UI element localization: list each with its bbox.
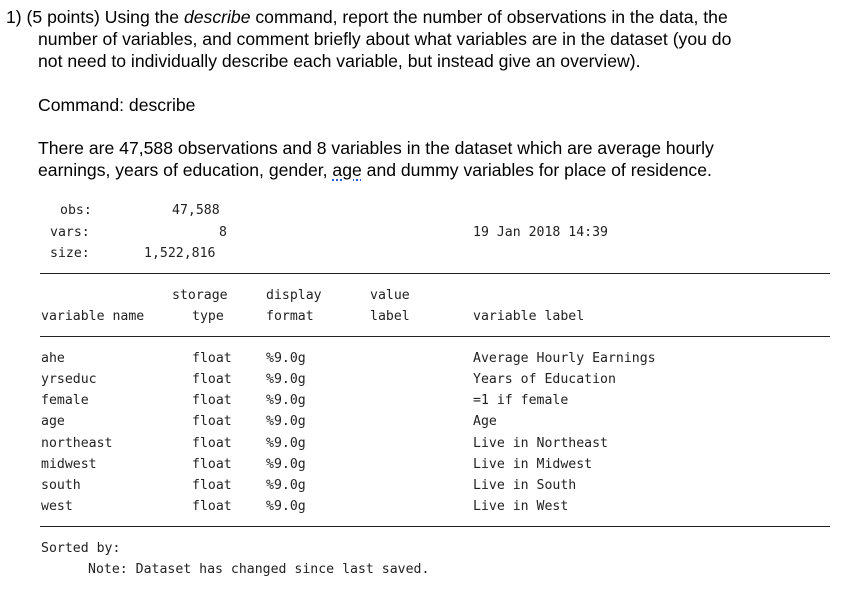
var-type: float (192, 351, 232, 366)
answer-suffix: and dummy variables for place of residence. (361, 160, 712, 180)
var-label: =1 if female (473, 393, 569, 408)
dataset-note: Note: Dataset has changed since last saved. (88, 562, 430, 577)
command-line: Command: describe (38, 95, 196, 115)
header-value: value (370, 288, 410, 303)
var-label: Age (473, 414, 497, 429)
timestamp: 19 Jan 2018 14:39 (473, 225, 608, 240)
var-type: float (192, 499, 232, 514)
var-label: Live in South (473, 478, 577, 493)
vars-value: 8 (219, 225, 227, 240)
var-name: south (41, 478, 81, 493)
spellcheck-marked-word: age (332, 160, 362, 180)
var-type: float (192, 372, 232, 387)
var-label: Years of Education (473, 372, 616, 387)
question-line-2: number of variables, and comment briefly about what variables are in the dataset (you do (38, 29, 732, 49)
var-name: northeast (41, 436, 113, 451)
answer-line-2 (38, 159, 712, 181)
obs-value: 47,588 (172, 203, 220, 218)
var-format: %9.0g (266, 414, 306, 429)
header-storage: storage (172, 288, 228, 303)
var-format: %9.0g (266, 436, 306, 451)
var-name: female (41, 393, 89, 408)
var-format: %9.0g (266, 457, 306, 472)
var-type: float (192, 393, 232, 408)
header-variable-label: variable label (473, 309, 585, 324)
question-line-3: not need to individually describe each variable, but instead give an overview). (38, 51, 641, 71)
var-format: %9.0g (266, 393, 306, 408)
var-format: %9.0g (266, 478, 306, 493)
header-type: type (192, 309, 224, 324)
divider-top (40, 273, 830, 274)
var-name: age (41, 414, 65, 429)
header-display: display (266, 288, 322, 303)
var-name: west (41, 499, 73, 514)
obs-label: obs: (60, 203, 92, 218)
header-label: label (370, 309, 410, 324)
header-format: format (266, 309, 314, 324)
var-type: float (192, 457, 232, 472)
question-line-1 (6, 6, 728, 28)
var-name: yrseduc (41, 372, 97, 387)
var-label: Average Hourly Earnings (473, 351, 656, 366)
answer-prefix: earnings, years of education, gender, (38, 160, 333, 180)
var-name: ahe (41, 351, 65, 366)
question-prefix: 1) (5 points) Using the (6, 7, 184, 27)
size-label: size: (50, 246, 90, 261)
var-format: %9.0g (266, 499, 306, 514)
var-type: float (192, 436, 232, 451)
sorted-by: Sorted by: (41, 541, 121, 556)
answer-line-1: There are 47,588 observations and 8 variables in the dataset which are average hourly (38, 138, 714, 158)
var-format: %9.0g (266, 351, 306, 366)
var-label: Live in West (473, 499, 569, 514)
var-format: %9.0g (266, 372, 306, 387)
var-label: Live in Northeast (473, 436, 608, 451)
size-value: 1,522,816 (144, 246, 216, 261)
vars-label: vars: (50, 225, 90, 240)
var-label: Live in Midwest (473, 457, 593, 472)
header-variable-name: variable name (41, 309, 145, 324)
question-command-italic: describe (183, 7, 251, 27)
var-type: float (192, 414, 232, 429)
question-suffix: command, report the number of observations in the data, the (250, 7, 728, 27)
var-type: float (192, 478, 232, 493)
divider-bottom (40, 526, 830, 527)
var-name: midwest (41, 457, 97, 472)
divider-header (40, 336, 830, 337)
